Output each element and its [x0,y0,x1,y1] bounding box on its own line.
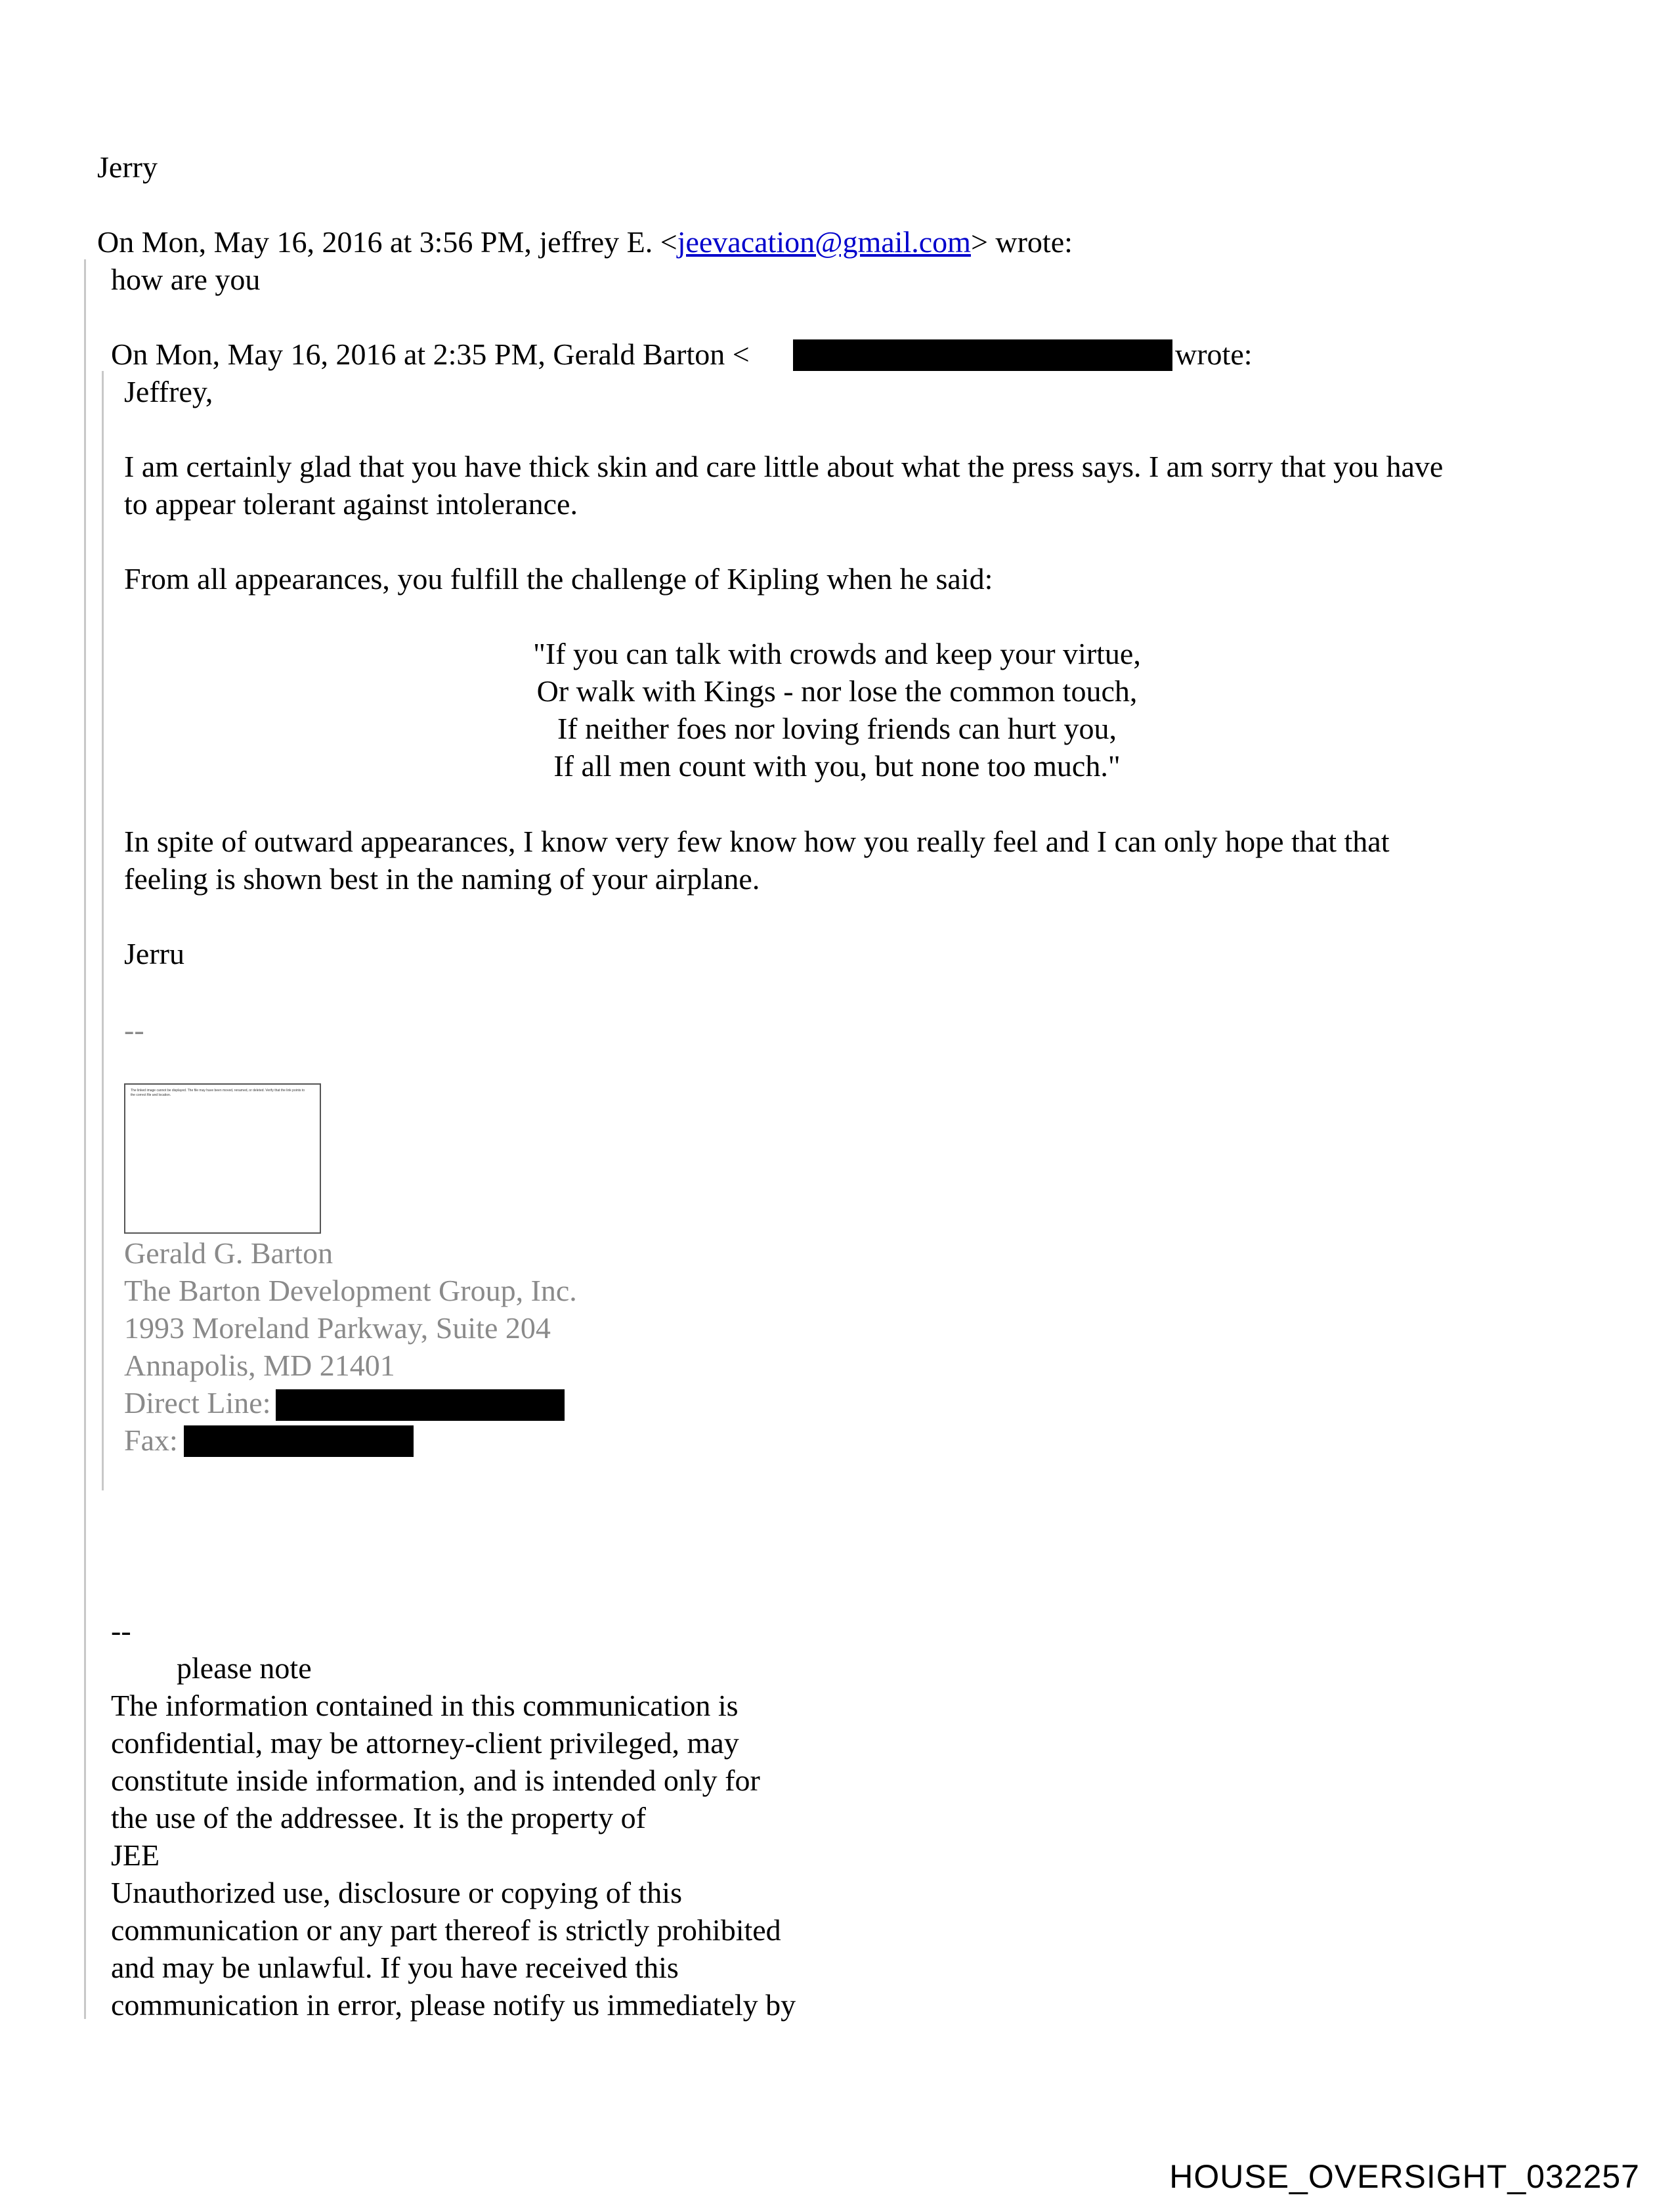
poem-line-3: If neither foes nor loving friends can hurt you, [557,712,1117,745]
disclaimer-line-5: JEE [111,1838,160,1872]
bates-number: HOUSE_OVERSIGHT_032257 [1169,2158,1640,2195]
disclaimer-line-9: communication in error, please notify us immediately by [111,1988,796,2022]
signature-name: Gerald G. Barton [124,1236,333,1270]
redaction-email [793,339,1172,371]
disclaimer-line-7: communication or any part thereof is strictly prohibited [111,1913,781,1947]
footer-separator: -- [111,1614,131,1647]
redaction-direct-line [276,1389,565,1421]
outer-quote-bar [84,259,86,2019]
para-1-line-1: I am certainly glad that you have thick skin and care little about what the press says. I am sorry that you have [124,450,1444,483]
header-1-prefix: On Mon, May 16, 2016 at 3:56 PM, jeffrey E. < [97,225,677,259]
header-2-suffix: wrote: [1175,337,1253,371]
para-1-line-2: to appear tolerant against intolerance. [124,487,578,521]
signature-fax-label: Fax: [124,1423,178,1457]
signature-separator: -- [124,1013,144,1047]
signature-direct-label: Direct Line: [124,1386,271,1420]
signoff-top: Jerry [97,150,158,184]
greeting: Jeffrey, [124,375,213,408]
para-3-line-2: feeling is shown best in the naming of your airplane. [124,862,760,896]
reply-header-2 [111,336,750,373]
para-3-line-1: In spite of outward appearances, I know very few know how you really feel and I can only hope that that [124,825,1390,858]
signoff: Jerru [124,937,184,970]
sender-email-link[interactable]: jeevacation@gmail.com [677,225,971,259]
broken-image-placeholder [124,1083,321,1234]
poem-line-4: If all men count with you, but none too much." [553,749,1121,783]
disclaimer-line-1: The information contained in this communication is [111,1689,739,1722]
signature-company: The Barton Development Group, Inc. [124,1274,577,1307]
header-1-suffix: > wrote: [970,225,1073,259]
disclaimer-line-2: confidential, may be attorney-client privileged, may [111,1726,739,1760]
broken-image-text: The linked image cannot be displayed. The file may have been moved, renamed, or deleted. Verify that the link points to the correct file and location. [131,1089,305,1097]
reply-body-1: how are you [111,263,261,296]
inner-quote-bar [102,371,104,1490]
disclaimer-line-4: the use of the addressee. It is the property of [111,1801,646,1834]
redaction-fax [184,1425,414,1457]
disclaimer-line-6: Unauthorized use, disclosure or copying of this [111,1876,682,1909]
poem-line-1: "If you can talk with crowds and keep your virtue, [533,637,1141,670]
footer-note: please note [177,1651,312,1685]
poem-line-2: Or walk with Kings - nor lose the common touch, [536,674,1138,708]
reply-header-1 [97,223,1073,261]
signature-address-2: Annapolis, MD 21401 [124,1349,395,1382]
header-2-prefix: On Mon, May 16, 2016 at 2:35 PM, Gerald Barton < [111,337,750,371]
signature-address-1: 1993 Moreland Parkway, Suite 204 [124,1311,551,1345]
para-2: From all appearances, you fulfill the challenge of Kipling when he said: [124,562,993,596]
disclaimer-line-3: constitute inside information, and is intended only for [111,1764,760,1797]
disclaimer-line-8: and may be unlawful. If you have received this [111,1951,679,1984]
